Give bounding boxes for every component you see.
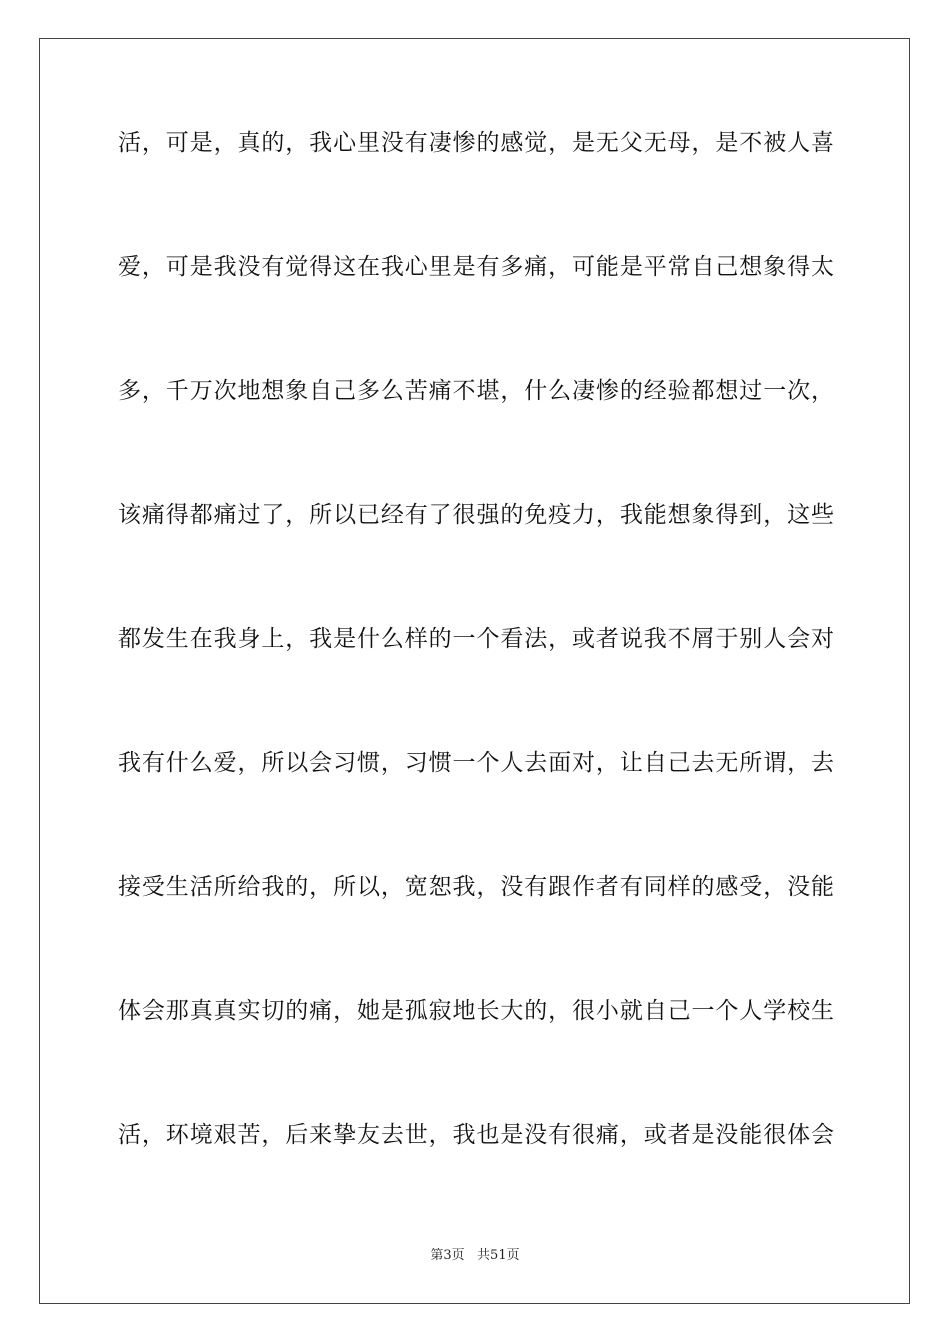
text-line: 都发生在我身上，我是什么样的一个看法，或者说我不屑于别人会对 xyxy=(118,626,834,652)
text-line: 多，千万次地想象自己多么苦痛不堪，什么凄惨的经验都想过一次， xyxy=(118,378,834,404)
text-line: 接受生活所给我的，所以，宽恕我，没有跟作者有同样的感受，没能 xyxy=(118,874,834,900)
page-number-footer: 第3页 共51页 xyxy=(430,1248,520,1263)
text-line: 活，环境艰苦，后来挚友去世，我也是没有很痛，或者是没能很体会 xyxy=(118,1122,834,1148)
text-line: 活，可是，真的，我心里没有凄惨的感觉，是无父无母，是不被人喜 xyxy=(118,130,834,156)
text-line: 我有什么爱，所以会习惯，习惯一个人去面对，让自己去无所谓，去 xyxy=(118,750,834,776)
text-line: 该痛得都痛过了，所以已经有了很强的免疫力，我能想象得到，这些 xyxy=(118,502,834,528)
text-line: 爱，可是我没有觉得这在我心里是有多痛，可能是平常自己想象得太 xyxy=(118,254,834,280)
text-line: 体会那真真实切的痛，她是孤寂地长大的，很小就自己一个人学校生 xyxy=(118,998,834,1024)
page-border xyxy=(39,38,910,1304)
